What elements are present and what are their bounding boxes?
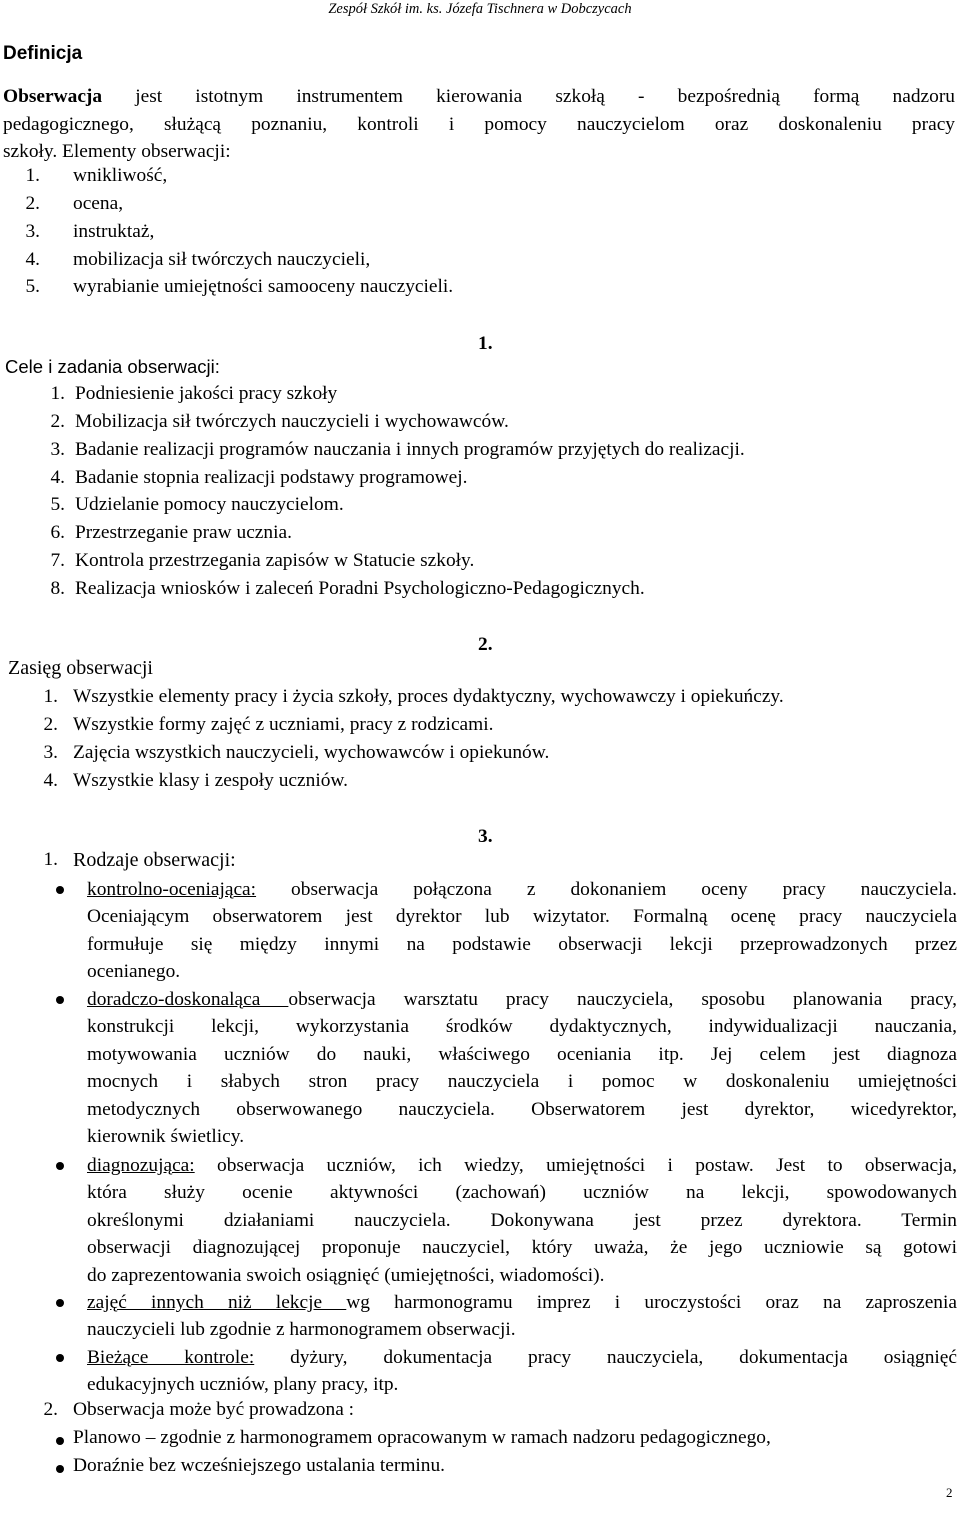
page-header: Zespół Szkół im. ks. Józefa Tischnera w Dobczycach xyxy=(328,1,632,17)
type-label: Bieżące kontrole: xyxy=(87,1347,255,1368)
bullet-icon xyxy=(56,1465,64,1473)
list-item: wyrabianie umiejętności samooceny nauczycieli. xyxy=(73,276,454,297)
intro-line-3: szkoły. Elementy obserwacji: xyxy=(3,141,231,163)
bullet-icon xyxy=(56,1354,64,1362)
list-item: Kontrola przestrzegania zapisów w Statucie szkoły. xyxy=(75,550,475,571)
list-number: 6. xyxy=(50,522,65,543)
bullet-icon xyxy=(56,1299,64,1307)
list-number: 5. xyxy=(25,276,40,297)
list-item: Podniesienie jakości pracy szkoły xyxy=(75,383,338,404)
list-item: instruktaż, xyxy=(73,221,155,242)
intro-line-2: pedagogicznego, służącą poznaniu, kontroli i pomocy nauczycielom oraz doskonaleniu pracy xyxy=(3,113,955,135)
list-item: Realizacja wniosków i zaleceń Poradni Psychologiczno-Pedagogicznych. xyxy=(75,578,645,599)
list-number: 1. xyxy=(43,849,58,870)
list-number: 3. xyxy=(43,742,58,763)
list-item: Badanie realizacji programów nauczania i innych programów przyjętych do realizacji. xyxy=(75,439,745,460)
list-item: Zajęcia wszystkich nauczycieli, wychowawców i opiekunów. xyxy=(73,742,550,763)
observation-type: Bieżące kontrole: dyżury, dokumentacja pracy nauczyciela, dokumentacja osiągnięć edukacyjnych uczniów, plany pracy, itp. xyxy=(87,1347,957,1396)
list-number: 3. xyxy=(25,221,40,242)
observation-type: kontrolno-oceniająca: obserwacja połączona z dokonaniem oceny pracy nauczyciela. Oceniającym obserwatorem jest dyrektor lub wizytator. Formalną ocenę pracy nauczyciela formułuje się między innymi na podstawie obserwacji lekcji przeprowadzonych przez ocenianego. xyxy=(87,879,957,983)
list-item: Mobilizacja sił twórczych nauczycieli i wychowawców. xyxy=(75,411,509,432)
list-number: 8. xyxy=(50,578,65,599)
bullet-icon xyxy=(56,1162,64,1170)
mode-item: Doraźnie bez wcześniejszego ustalania terminu. xyxy=(73,1455,446,1476)
list-item: Udzielanie pomocy nauczycielom. xyxy=(75,494,344,515)
list-item: Wszystkie klasy i zespoły uczniów. xyxy=(73,770,348,791)
section-number: 2. xyxy=(478,634,493,655)
list-number: 1. xyxy=(25,165,40,186)
definition-heading: Definicja xyxy=(3,43,83,64)
type-label: zajęć innych niż lekcje xyxy=(87,1292,347,1313)
page-number: 2 xyxy=(946,1485,953,1500)
bullet-icon xyxy=(56,1437,64,1445)
list-item: Badanie stopnia realizacji podstawy programowej. xyxy=(75,467,468,488)
list-number: 5. xyxy=(50,494,65,515)
intro-paragraph xyxy=(3,83,955,166)
mode-item: Planowo – zgodnie z harmonogramem opracowanym w ramach nadzoru pedagogicznego, xyxy=(73,1427,771,1448)
list-number: 1. xyxy=(43,686,58,707)
list-number: 4. xyxy=(43,770,58,791)
list-number: 2. xyxy=(43,1399,58,1420)
list-item: Obserwacja może być prowadzona : xyxy=(73,1399,355,1420)
list-number: 7. xyxy=(50,550,65,571)
list-number: 2. xyxy=(50,411,65,432)
list-number: 3. xyxy=(50,439,65,460)
subsection-heading: Rodzaje obserwacji: xyxy=(73,849,236,871)
list-item: mobilizacja sił twórczych nauczycieli, xyxy=(73,249,371,270)
bullet-icon xyxy=(56,996,64,1004)
type-label: doradczo-doskonaląca xyxy=(87,989,289,1010)
list-number: 4. xyxy=(50,467,65,488)
section-number: 3. xyxy=(478,826,493,847)
list-item: ocena, xyxy=(73,193,124,214)
intro-term: Obserwacja xyxy=(3,86,103,107)
observation-type: doradczo-doskonaląca obserwacja warsztatu pracy nauczyciela, sposobu planowania pracy, konstrukcji lekcji, wykorzystania środków dydaktycznych, indywidualizacji nauczania, motywowania uczniów do nauki, właściwego oceniania itp. Jej celem jest diagnoza mocnych i słabych stron pracy nauczyciela i pomoc w doskonaleniu umiejętności metodycznych obserwowanego nauczyciela. Obserwatorem jest dyrektor, wicedyrektor, kierownik świetlicy. xyxy=(87,989,957,1148)
list-number: 1. xyxy=(50,383,65,404)
section-number: 1. xyxy=(478,333,493,354)
observation-type: zajęć innych niż lekcje wg harmonogramu imprez i uroczystości oraz na zaproszenia nauczycieli lub zgodnie z harmonogramem obserwacji. xyxy=(87,1292,957,1341)
intro-line-1: Obserwacja jest istotnym instrumentem kierowania szkołą - bezpośrednią formą nadzoru xyxy=(3,86,955,107)
observation-type: diagnozująca: obserwacja uczniów, ich wiedzy, umiejętności i postaw. Jest to obserwacja, która służy ocenie aktywności (zachowań) uczniów na lekcji, spowodowanych określonymi działaniami nauczyciela. Dokonywana jest przez dyrektora. Termin obserwacji diagnozującej proponuje nauczyciel, który uważa, że jego uczniowie są gotowi do zaprezentowania swoich osiągnięć (umiejętności, wiadomości). xyxy=(87,1155,957,1286)
list-item: wnikliwość, xyxy=(73,165,168,186)
list-number: 2. xyxy=(43,714,58,735)
list-item: Wszystkie elementy pracy i życia szkoły, proces dydaktyczny, wychowawczy i opiekuńczy. xyxy=(73,686,784,707)
list-item: Wszystkie formy zajęć z uczniami, pracy z rodzicami. xyxy=(73,714,494,735)
type-label: diagnozująca: xyxy=(87,1155,195,1176)
type-label: kontrolno-oceniająca: xyxy=(87,879,257,900)
bullet-icon xyxy=(56,886,64,894)
section-heading: Zasięg obserwacji xyxy=(8,657,153,679)
list-item: Przestrzeganie praw ucznia. xyxy=(75,522,292,543)
list-number: 2. xyxy=(25,193,40,214)
section-heading: Cele i zadania obserwacji: xyxy=(5,356,220,377)
list-number: 4. xyxy=(25,249,40,270)
